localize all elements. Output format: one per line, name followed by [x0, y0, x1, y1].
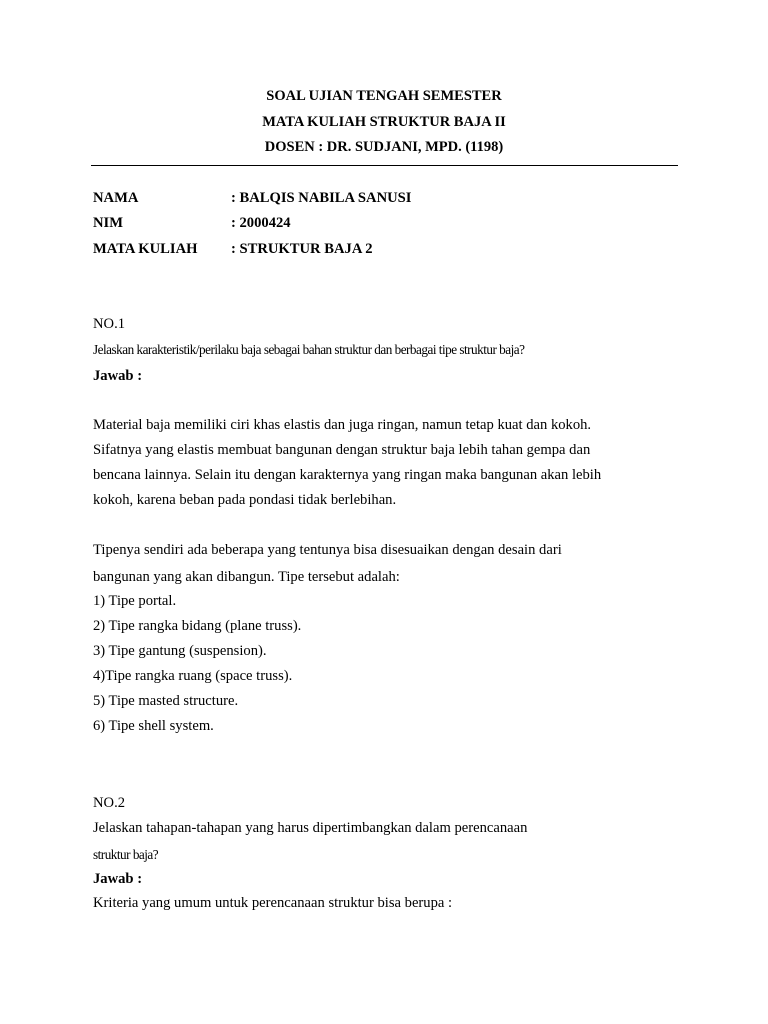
q1-type-item: 2) Tipe rangka bidang (plane truss). [93, 618, 302, 634]
q1-type-item: 1) Tipe portal. [93, 593, 177, 609]
nim-value: : 2000424 [231, 215, 291, 231]
q1-para1-line: kokoh, karena beban pada pondasi tidak berlebihan. [93, 492, 397, 508]
name-label: NAMA [93, 190, 139, 206]
q2-question-line: Jelaskan tahapan-tahapan yang harus dipertimbangkan dalam perencanaan [93, 820, 528, 836]
name-value: : BALQIS NABILA SANUSI [231, 190, 412, 206]
q1-para2-line: bangunan yang akan dibangun. Tipe tersebut adalah: [93, 569, 400, 585]
q2-answer-line: Kriteria yang umum untuk perencanaan struktur bisa berupa : [93, 895, 453, 911]
q1-para1-line: Material baja memiliki ciri khas elastis dan juga ringan, namun tetap kuat dan kokoh. [93, 417, 592, 433]
q1-para1-line: bencana lainnya. Selain itu dengan karakternya yang ringan maka bangunan akan lebih [93, 467, 602, 483]
q1-para2-line: Tipenya sendiri ada beberapa yang tentunya bisa disesuaikan dengan desain dari [93, 542, 562, 558]
nim-label: NIM [93, 215, 123, 231]
q1-question: Jelaskan karakteristik/perilaku baja sebagai bahan struktur dan berbagai tipe struktur baja? [93, 342, 525, 357]
exam-title: SOAL UJIAN TENGAH SEMESTER [266, 88, 502, 104]
q1-para1-line: Sifatnya yang elastis membuat bangunan dengan struktur baja lebih tahan gempa dan [93, 442, 591, 458]
course-title: MATA KULIAH STRUKTUR BAJA II [262, 114, 506, 130]
q1-type-item: 3) Tipe gantung (suspension). [93, 643, 267, 659]
q1-type-item: 6) Tipe shell system. [93, 718, 214, 734]
q1-type-item: 4)Tipe rangka ruang (space truss). [93, 668, 293, 684]
q1-number: NO.1 [93, 316, 126, 332]
lecturer-line: DOSEN : DR. SUDJANI, MPD. (1198) [264, 139, 504, 155]
header-divider [91, 165, 678, 166]
course-label: MATA KULIAH [93, 241, 198, 257]
q1-answer-label: Jawab : [93, 368, 143, 384]
course-value: : STRUKTUR BAJA 2 [231, 241, 373, 257]
q2-answer-label: Jawab : [93, 871, 143, 887]
q2-number: NO.2 [93, 795, 126, 811]
q1-type-item: 5) Tipe masted structure. [93, 693, 239, 709]
q2-question-line: struktur baja? [93, 847, 159, 862]
